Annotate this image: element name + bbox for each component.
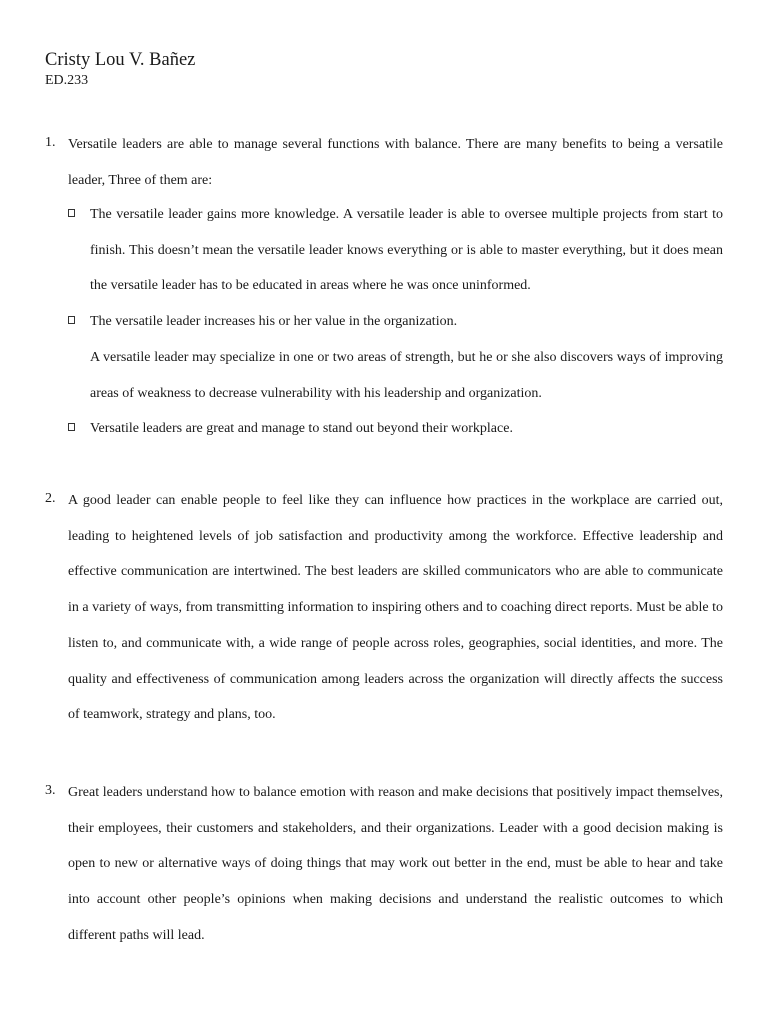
- checkbox-icon: [68, 423, 75, 431]
- list-item-text: The versatile leader gains more knowledge. A versatile leader is able to oversee multiple projects from start to finish. This doesn’t mean the versatile leader knows everything or is able to master everything, but it does mean the versatile leader has to be educated in areas where he was once uninformed.: [90, 207, 723, 294]
- benefits-list: [68, 197, 723, 447]
- answer-text: Versatile leaders are able to manage several functions with balance. There are many benefits to being a versatile leader, Three of them are:: [68, 137, 723, 188]
- answer-3: [45, 783, 723, 954]
- list-item-continuation: A versatile leader may specialize in one or two areas of strength, but he or she also discovers ways of improving areas of weakness to decrease vulnerability with his leadership and organization.: [90, 349, 723, 401]
- checkbox-icon: [68, 209, 75, 217]
- list-item: [68, 411, 723, 447]
- checkbox-icon: [68, 316, 75, 324]
- answer-2: [45, 491, 723, 733]
- author-name: Cristy Lou V. Bañez: [45, 50, 196, 70]
- course-code: ED.233: [45, 73, 89, 88]
- answer-number: 3.: [45, 783, 56, 798]
- list-item: [68, 197, 723, 304]
- answer-text: A good leader can enable people to feel like they can influence how practices in the workplace are carried out, leading to heightened levels of job satisfaction and productivity among the workforce. Effective leadership and effective communication are intertwined. The best leaders are skilled communicators who are able to communicate in a variety of ways, from transmitting information to inspiring others and to coaching direct reports. Must be able to listen to, and communicate with, a wide range of people across roles, geographies, social identities, and more. The quality and effectiveness of communication among leaders across the organization will directly affects the success of teamwork, strategy and plans, too.: [68, 493, 723, 723]
- answer-number: 2.: [45, 491, 56, 506]
- answer-number: 1.: [45, 135, 56, 150]
- answer-text: Great leaders understand how to balance emotion with reason and make decisions that positively impact themselves, their employees, their customers and stakeholders, and their organizations. Leader with a good decision making is open to new or alternative ways of doing things that may work out better in the end, must be able to hear and take into account other people’s opinions when making decisions and understand the realistic outcomes to which different paths will lead.: [68, 785, 723, 943]
- list-item-text: The versatile leader increases his or her value in the organization.: [90, 314, 458, 330]
- list-item: [68, 304, 723, 411]
- list-item-text: Versatile leaders are great and manage to stand out beyond their workplace.: [90, 421, 513, 437]
- answer-1: [45, 135, 723, 198]
